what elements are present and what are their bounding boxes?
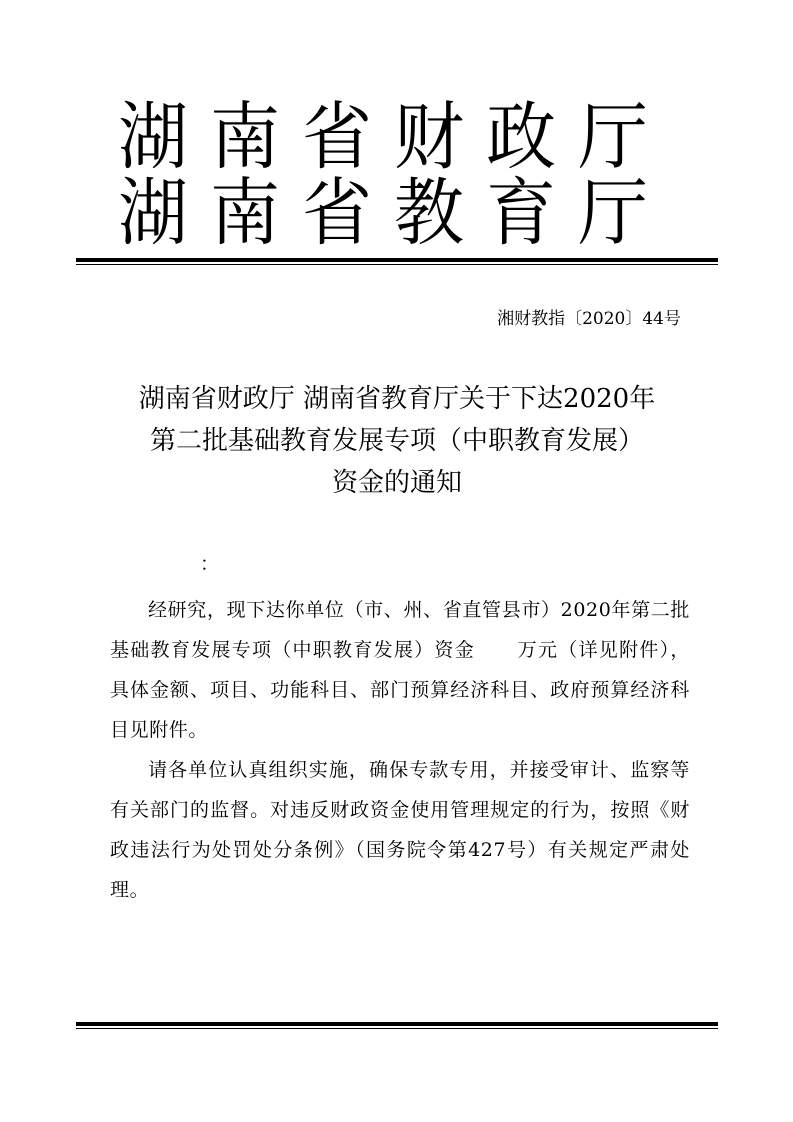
addressee: ： (200, 553, 220, 575)
footer-divider (76, 1022, 718, 1029)
document-number: 湘财教指〔2020〕44号 (497, 309, 681, 329)
notice-title-line-3: 资金的通知 (331, 468, 462, 498)
notice-title (90, 378, 704, 504)
body-paragraph-1 (110, 590, 690, 750)
notice-title-line-1: 湖南省财政厅 湖南省教育厅关于下达2020年 (138, 384, 656, 414)
header-divider (76, 258, 718, 265)
body-paragraph-2: 请各单位认真组织实施，确保专款专用，并接受审计、监察等有关部门的监督。对违反财政资金使用管理规定的行为，按照《财政违法行为处罚处分条例》（国务院令第427号）有关规定严肃处理。 (110, 759, 690, 901)
notice-title-line-2: 第二批基础教育发展专项（中职教育发展） (149, 426, 644, 456)
body-paragraph-1-part-2: 万元（详见附件），具体金额、项目、功能科目、部门预算经济科目、政府预算经济科目见附件。 (110, 639, 690, 741)
notice-body (110, 590, 690, 910)
issuer-name-education-dept: 湖南省教育厅 (118, 169, 670, 256)
issuer-name-finance-dept: 湖南省财政厅 (118, 93, 670, 180)
body-paragraph-1-part-1: 经研究，现下达你单位（市、州、省直管县市）2020年第二批基础教育发展专项（中职教育发展）资金 (110, 599, 690, 661)
